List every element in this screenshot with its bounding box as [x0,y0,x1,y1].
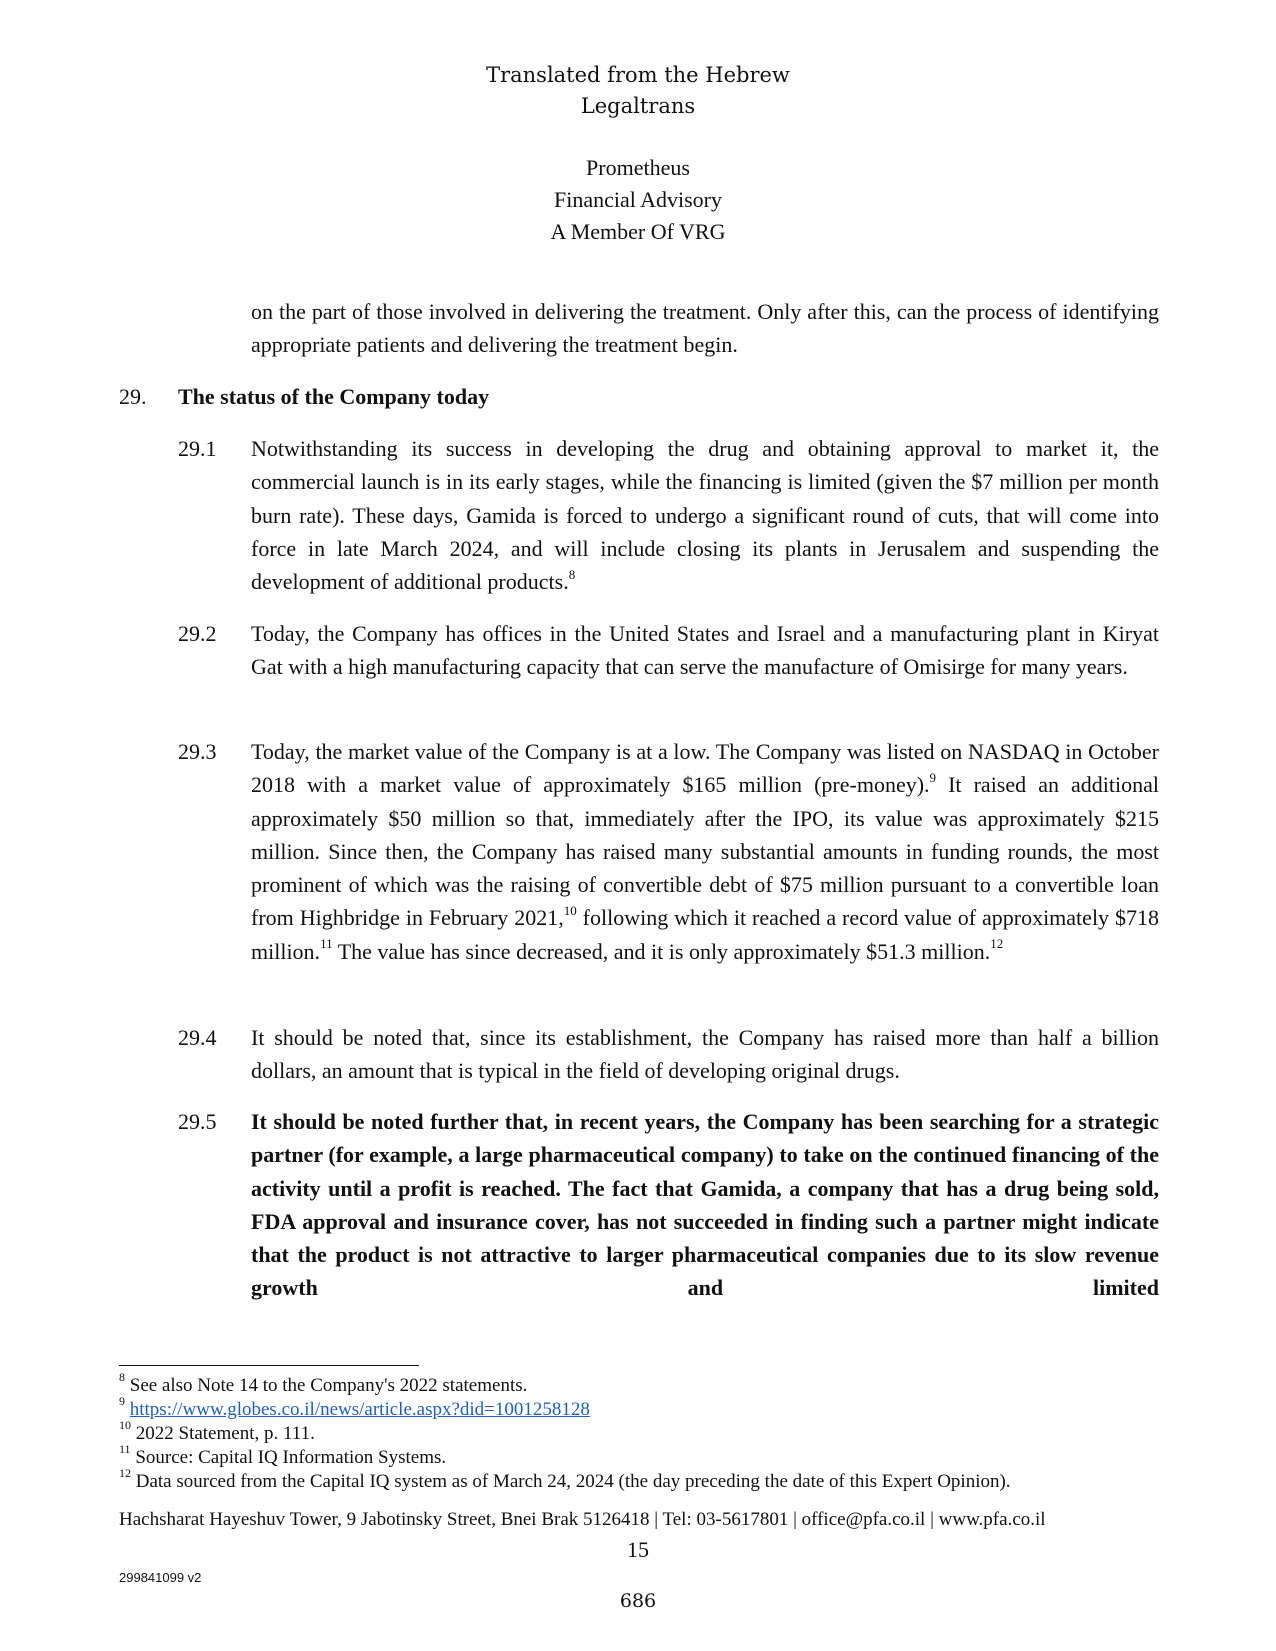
item-paragraph: Today, the Company has offices in the United States and Israel and a manufacturing plant in Kiryat Gat with a high manufacturing capacity that can serve the manufacture of Omisirge for many years. [251,621,1159,680]
translation-notice: Translated from the Hebrew [486,63,790,87]
footnote-text: Source: Capital IQ Information Systems. [135,1447,447,1468]
item-number: 29.2 [178,621,217,646]
item-number: 29.1 [178,436,217,461]
footnote-ref[interactable]: 8 [568,566,576,582]
footnote-ref[interactable]: 11 [320,936,333,952]
section-number: 29. [119,384,147,409]
page-number: 15 [627,1537,649,1562]
firm-subtitle: Financial Advisory [553,187,723,212]
firm-affiliation: A Member Of VRG [550,219,726,244]
footnote-mark: 8 [119,1369,125,1384]
footnote [119,1441,447,1470]
item-number: 29.3 [178,739,217,764]
footnote-text: 2022 Statement, p. 111. [135,1423,315,1444]
paragraph-text: following which it reached a record value of approximately $718 million. [251,905,1159,964]
translator-name: Legaltrans [580,94,696,118]
footnote-mark: 11 [119,1441,131,1456]
footnote-mark: 10 [119,1417,131,1432]
footnote-mark: 12 [119,1465,131,1480]
footnote-ref[interactable]: 10 [563,903,577,919]
footnote-link[interactable]: https://www.globes.co.il/news/article.aspx?did=1001258128 [129,1399,590,1420]
footnote [119,1393,590,1422]
document-id: 299841099 v2 [119,1570,202,1585]
item-number: 29.4 [178,1025,217,1050]
item-paragraph-bold: It should be noted further that, in recent years, the Company has been searching for a strategic partner (for example, a large pharmaceutical company) to take on the continued financing of the activity until a profit is reached. The fact that Gamida, a company that has a drug being sold, FDA approval and insurance cover, has not succeeded in finding such a partner might indicate that the product is not attractive to larger pharmaceutical companies due to its slow revenue growth and limited [251,1109,1159,1301]
footnote-text: See also Note 14 to the Company's 2022 statements. [129,1375,528,1396]
footnote [119,1465,1011,1494]
footnote [119,1417,315,1446]
bates-number: 686 [619,1590,657,1612]
paragraph-text: Notwithstanding its success in developing the drug and obtaining approval to market it, the commercial launch is in its early stages, while the financing is limited (given the $7 million per month burn rate). These days, Gamida is forced to undergo a significant round of cuts, that will come into force in late March 2024, and will include closing its plants in Jerusalem and suspending the development of additional products. [251,436,1159,595]
paragraph-text: The value has since decreased, and it is only approximately $51.3 million. [332,938,991,964]
footnote-separator [119,1365,419,1366]
paragraph-text: It raised an additional approximately $50 million so that, immediately after the IPO, its value was approximately $215 million. Since then, the Company has raised many substantial amounts in funding rounds, the most prominent of which was the raising of convertible debt of $75 million pursuant to a convertible loan from Highbridge in February 2021, [251,772,1159,931]
footnote-text: Data sourced from the Capital IQ system as of March 24, 2024 (the day preceding the date of this Expert Opinion). [135,1471,1011,1492]
footnote-mark: 9 [119,1393,125,1408]
footnote-ref[interactable]: 12 [990,936,1004,952]
continuation-paragraph: on the part of those involved in delivering the treatment. Only after this, can the process of identifying appropriate patients and delivering the treatment begin. [251,299,1159,358]
paragraph-text: Today, the market value of the Company is at a low. The Company was listed on NASDAQ in October 2018 with a market value of approximately $165 million (pre-money). [251,739,1159,798]
footnote [119,1369,528,1398]
section-heading: The status of the Company today [178,384,490,409]
item-paragraph [251,735,1159,968]
item-paragraph [251,432,1159,598]
item-number: 29.5 [178,1109,217,1134]
firm-name: Prometheus [586,155,690,180]
footer-address: Hachsharat Hayeshuv Tower, 9 Jabotinsky Street, Bnei Brak 5126418 | Tel: 03-5617801 | office@pfa.co.il | www.pfa.co.il [119,1509,1046,1530]
footnote-ref[interactable]: 9 [929,769,937,785]
item-paragraph: It should be noted that, since its establishment, the Company has raised more than half a billion dollars, an amount that is typical in the field of developing original drugs. [251,1025,1159,1084]
